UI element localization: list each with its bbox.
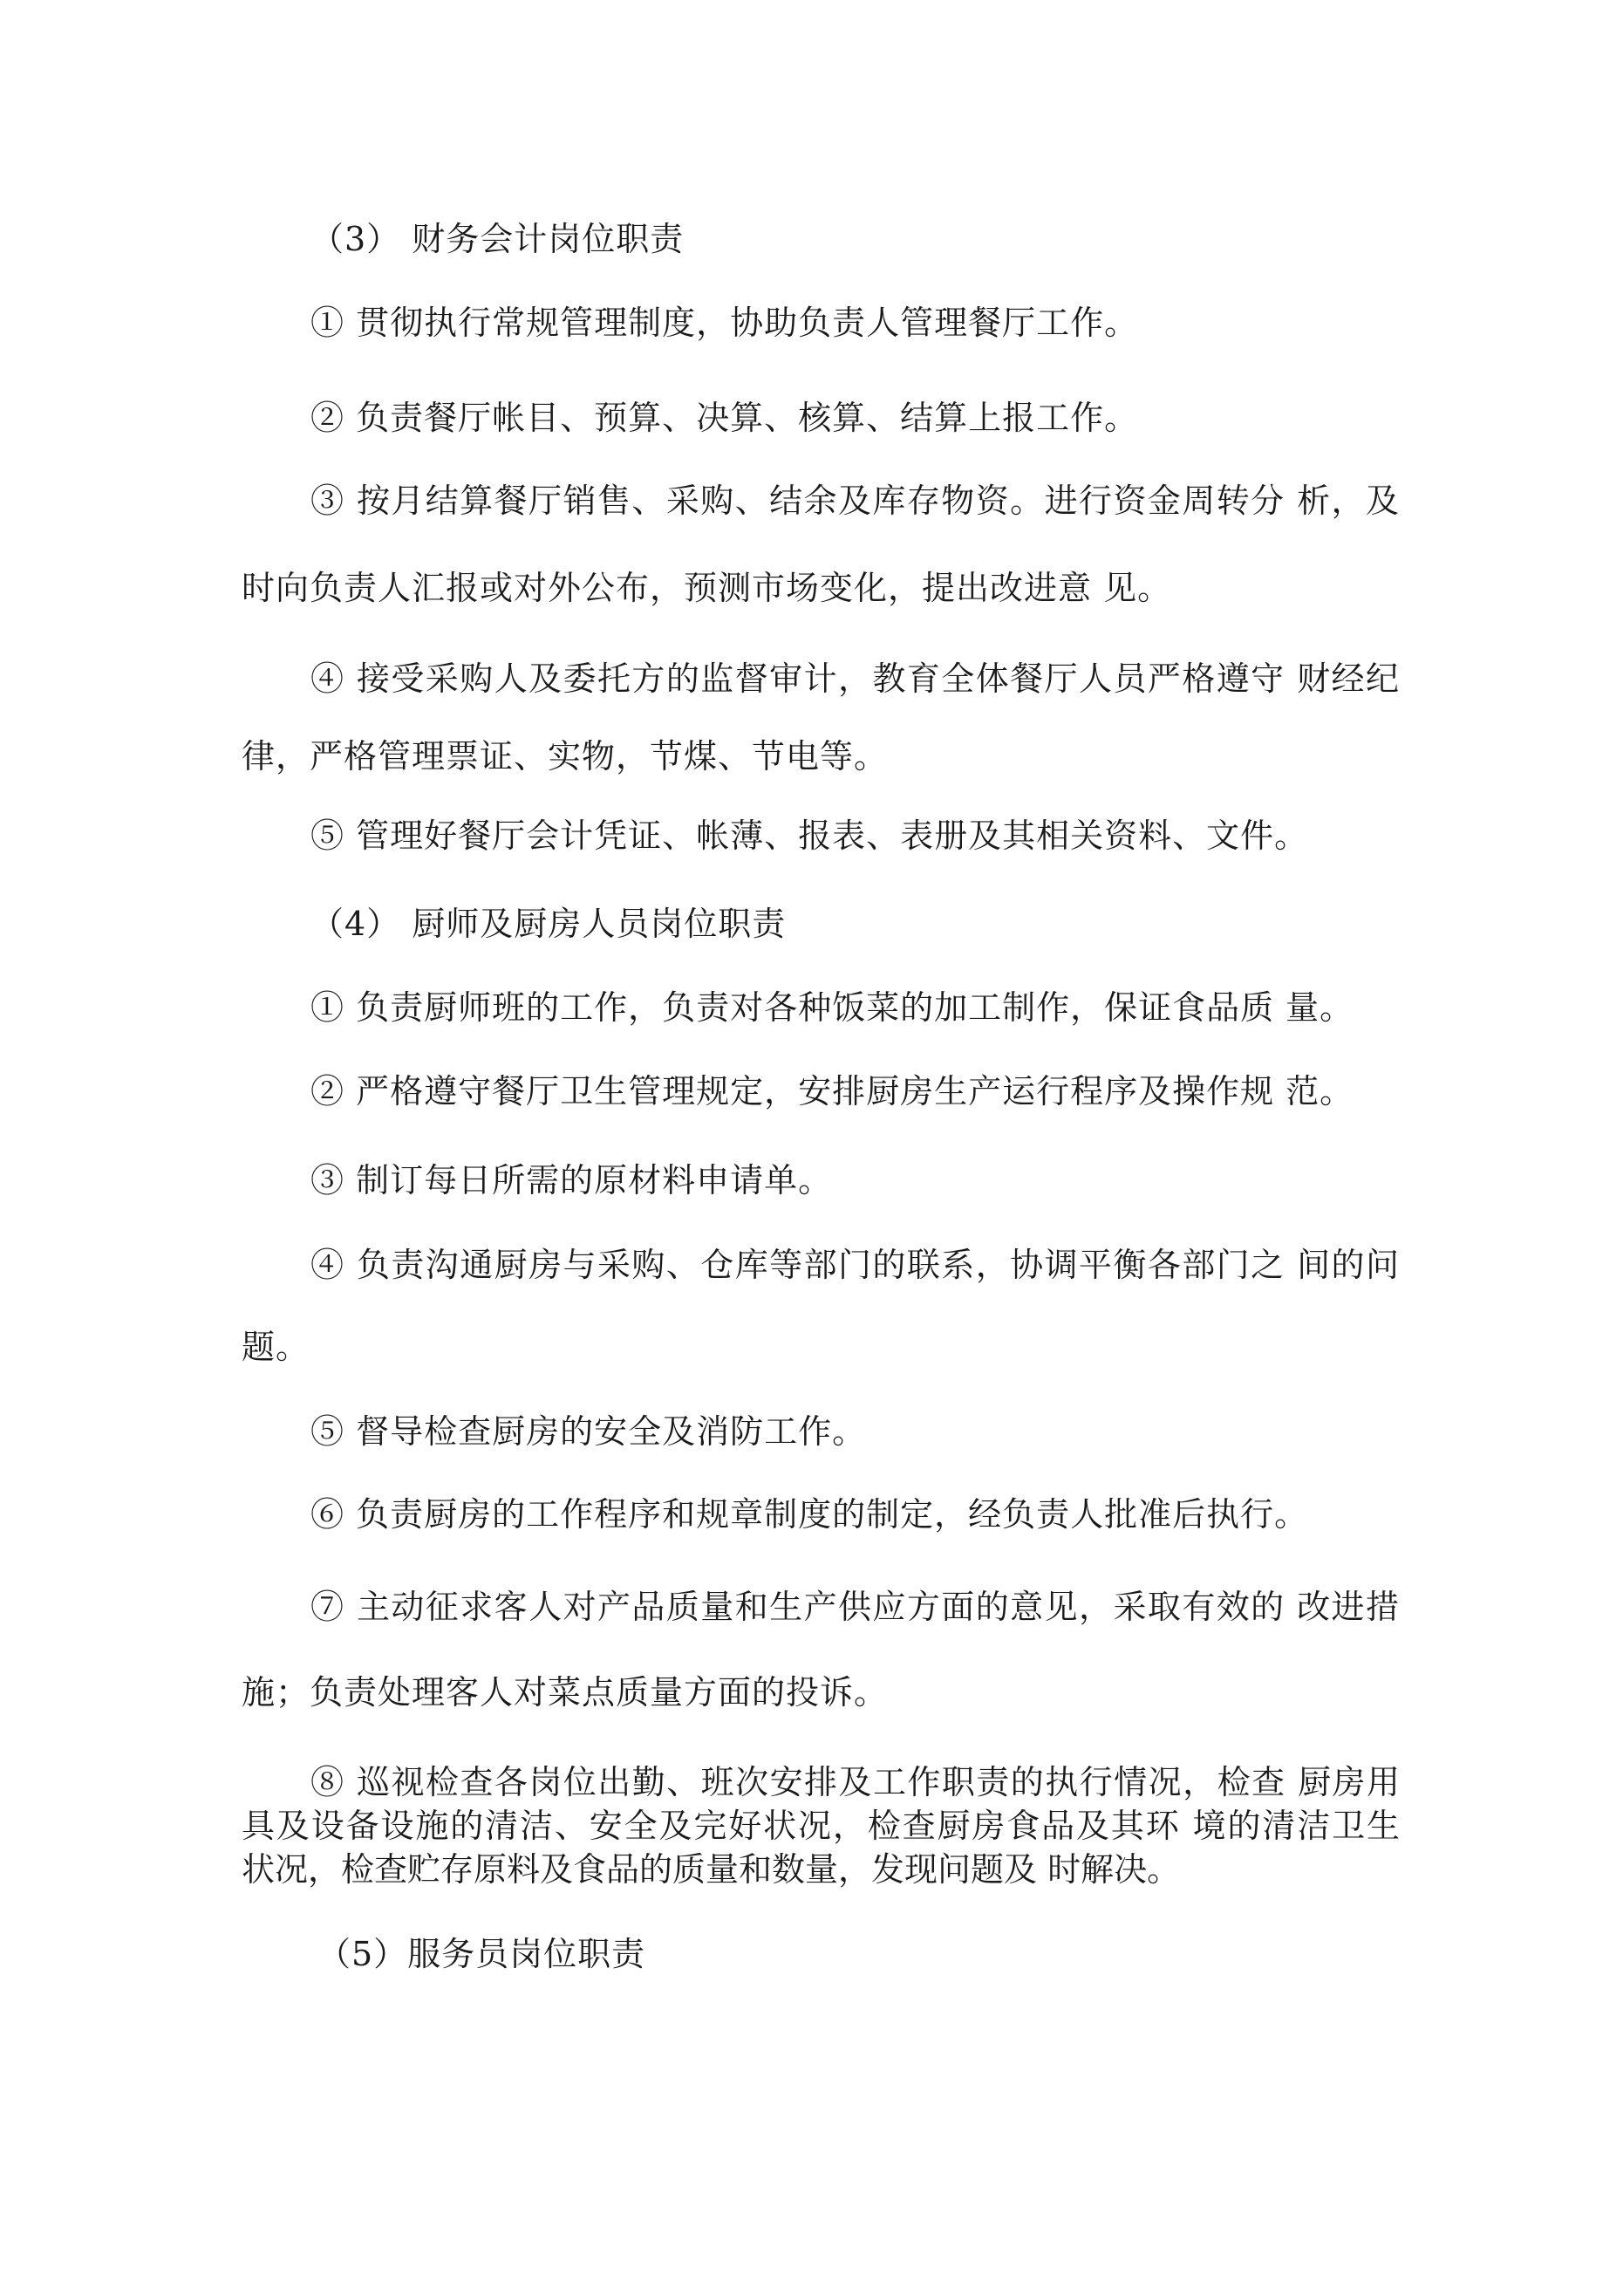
section-3-item-5: ⑤ 管理好餐厅会计凭证、帐薄、报表、表册及其相关资料、文件。 <box>310 817 1309 855</box>
section-3-item-3-line-2: 时向负责人汇报或对外公布，预测市场变化，提出改进意 见。 <box>242 569 1172 607</box>
section-4-item-8-line-2: 具及设备设施的清洁、安全及完好状况，检查厨房食品及其环 境的清洁卫生 <box>242 1807 1400 1845</box>
section-4-item-5: ⑤ 督导检查厨房的安全及消防工作。 <box>310 1412 867 1451</box>
section-4-item-3: ③ 制订每日所需的原材料申请单。 <box>310 1161 833 1199</box>
section-4-heading: （4） 厨师及厨房人员岗位职责 <box>310 905 787 943</box>
section-4-item-8-line-3: 状况，检查贮存原料及食品的质量和数量，发现问题及 时解决。 <box>242 1850 1181 1889</box>
section-3-item-2: ② 负责餐厅帐目、预算、决算、核算、结算上报工作。 <box>310 399 1139 437</box>
section-4-item-1: ① 负责厨师班的工作，负责对各种饭菜的加工制作，保证食品质 量。 <box>310 988 1354 1027</box>
section-4-item-4-line-2: 题。 <box>242 1328 310 1366</box>
section-5-heading: （5）服务员岗位职责 <box>317 1935 646 1973</box>
section-3-item-3-line-1: ③ 按月结算餐厅销售、采购、结余及库存物资。进行资金周转分 析，及 <box>310 482 1400 520</box>
section-4-item-7-line-2: 施；负责处理客人对菜点质量方面的投诉。 <box>242 1673 889 1712</box>
section-4-item-7-line-1: ⑦ 主动征求客人对产品质量和生产供应方面的意见，采取有效的 改进措 <box>310 1588 1400 1626</box>
section-3-item-1: ① 贯彻执行常规管理制度，协助负责人管理餐厅工作。 <box>310 304 1139 342</box>
section-4-item-2: ② 严格遵守餐厅卫生管理规定，安排厨房生产运行程序及操作规 范。 <box>310 1072 1354 1110</box>
section-4-item-8 <box>242 1760 1400 1891</box>
section-4-item-4-line-1: ④ 负责沟通厨房与采购、仓库等部门的联系，协调平衡各部门之 间的问 <box>310 1246 1400 1284</box>
section-4-item-8-line-1: ⑧ 巡视检查各岗位出勤、班次安排及工作职责的执行情况，检查 厨房用 <box>310 1763 1400 1801</box>
section-3-heading: （3） 财务会计岗位职责 <box>310 220 685 258</box>
section-3-item-4-line-2: 律，严格管理票证、实物，节煤、节电等。 <box>242 737 889 776</box>
section-3-item-4-line-1: ④ 接受采购人及委托方的监督审计，教育全体餐厅人员严格遵守 财经纪 <box>310 659 1400 698</box>
section-4-item-6: ⑥ 负责厨房的工作程序和规章制度的制定，经负责人批准后执行。 <box>310 1495 1309 1534</box>
